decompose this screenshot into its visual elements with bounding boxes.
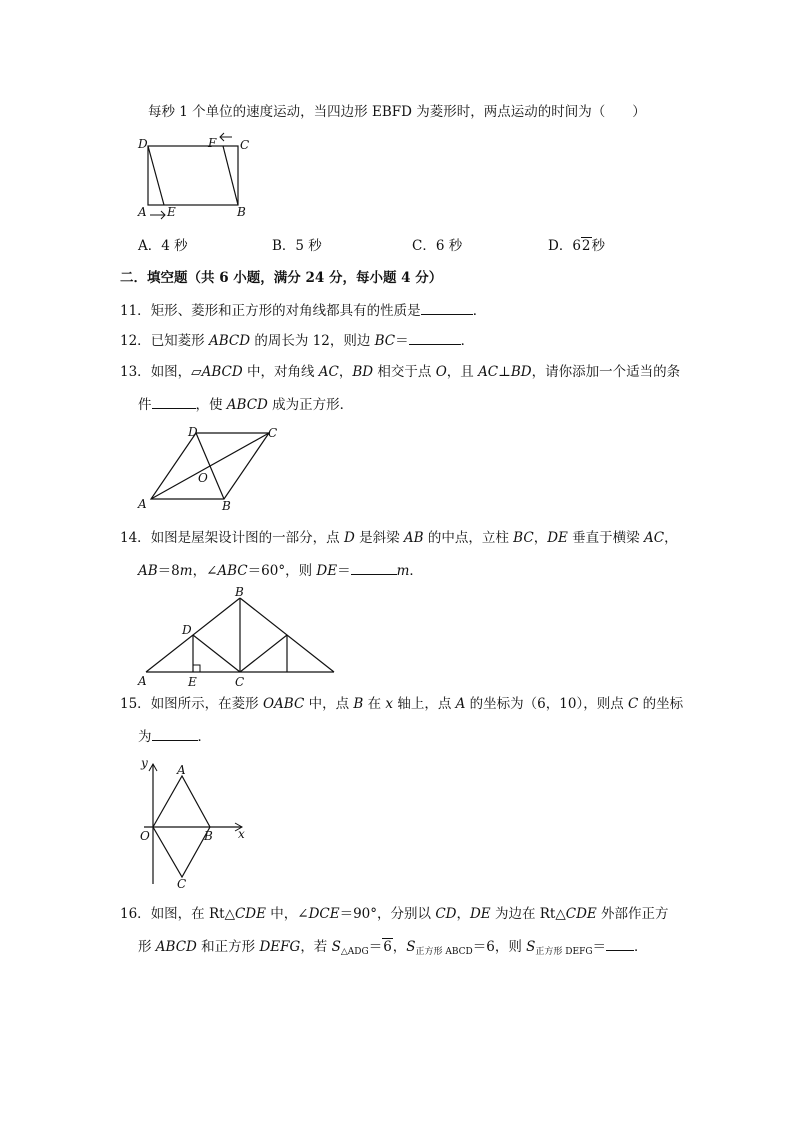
q10-label-b: B (237, 205, 246, 219)
question-16-line-1: 16．如图，在 Rt△CDE 中，∠DCE＝90°，分别以 CD，DE 为边在 Rt△CDE 外部作正方 (120, 906, 669, 922)
q14-figure (136, 584, 340, 690)
q14-label-a: A (138, 674, 147, 688)
section-2-title: 二．填空题（共 6 小题，满分 24 分，每小题 4 分） (120, 270, 443, 286)
q13-label-o: O (198, 471, 208, 485)
q10-text: 每秒 1 个单位的速度运动，当四边形 EBFD 为菱形时，两点运动的时间为（ ） (148, 104, 646, 120)
q15-label-a: A (177, 763, 186, 777)
q12-answer-blank[interactable] (409, 330, 461, 345)
question-15-line-2: 为 ． (138, 726, 211, 747)
q10-option-d[interactable]: D．62秒 (548, 238, 606, 254)
question-13-line-1: 13．如图，▱ABCD 中，对角线 AC，BD 相交于点 O，且 AC⊥BD，请你添加一个适当的条 (120, 364, 681, 380)
q10-label-f: F (208, 136, 217, 150)
q10-label-c: C (240, 138, 250, 152)
q14-label-e: E (188, 675, 197, 689)
question-14-line-2: AB＝8m，∠ABC＝60°，则 DE＝ m． (138, 560, 423, 581)
q15-label-o: O (140, 829, 150, 843)
question-16-line-2: 形 ABCD 和正方形 DEFG，若 $S_{\triangle ADG}=6$，$S_{正方形 ABCD}=6$，则 $S_{正方形 DEFG}=$ ． (138, 936, 648, 962)
q15-label-x: x (238, 827, 245, 841)
q14-label-b: B (235, 585, 244, 599)
q10-label-a: A (138, 205, 147, 219)
q13-label-c: C (268, 426, 278, 440)
q14-label-c: C (235, 675, 245, 689)
sqrt-radicand: 2 (581, 238, 591, 254)
question-15-line-1: 15．如图所示，在菱形 OABC 中，点 B 在 x 轴上，点 A 的坐标为（6，10），则点 C 的坐标 (120, 696, 684, 712)
q10-option-c[interactable]: C．6 秒 (412, 238, 463, 254)
q10-label-d: D (138, 137, 148, 151)
q10-figure (136, 132, 261, 227)
question-14-line-1: 14．如图是屋架设计图的一部分，点 D 是斜梁 AB 的中点，立柱 BC，DE 垂直于横梁 AC， (120, 530, 678, 546)
q15-label-y: y (141, 756, 148, 770)
q15-figure (136, 756, 256, 892)
q15-label-c: C (177, 877, 187, 891)
q16-answer-blank[interactable] (606, 936, 634, 951)
question-11: 11．矩形、菱形和正方形的对角线都具有的性质是 ． (120, 300, 486, 321)
q10-option-a[interactable]: A．4 秒 (138, 238, 188, 254)
q13-label-b: B (222, 499, 231, 513)
q13-answer-blank[interactable] (152, 394, 196, 409)
q15-label-b: B (204, 829, 213, 843)
q14-answer-blank[interactable] (351, 560, 397, 575)
q13-figure (136, 424, 296, 516)
q10-option-b[interactable]: B．5 秒 (272, 238, 322, 254)
question-12: 12．已知菱形 ABCD 的周长为 12，则边 BC＝ ． (120, 330, 474, 351)
q11-answer-blank[interactable] (421, 300, 473, 315)
q13-label-d: D (188, 425, 198, 439)
question-13-line-2: 件 ，使 ABCD 成为正方形． (138, 394, 353, 415)
q15-answer-blank[interactable] (152, 726, 198, 741)
q10-label-e: E (167, 205, 176, 219)
q13-label-a: A (138, 497, 147, 511)
q14-label-d: D (182, 623, 192, 637)
